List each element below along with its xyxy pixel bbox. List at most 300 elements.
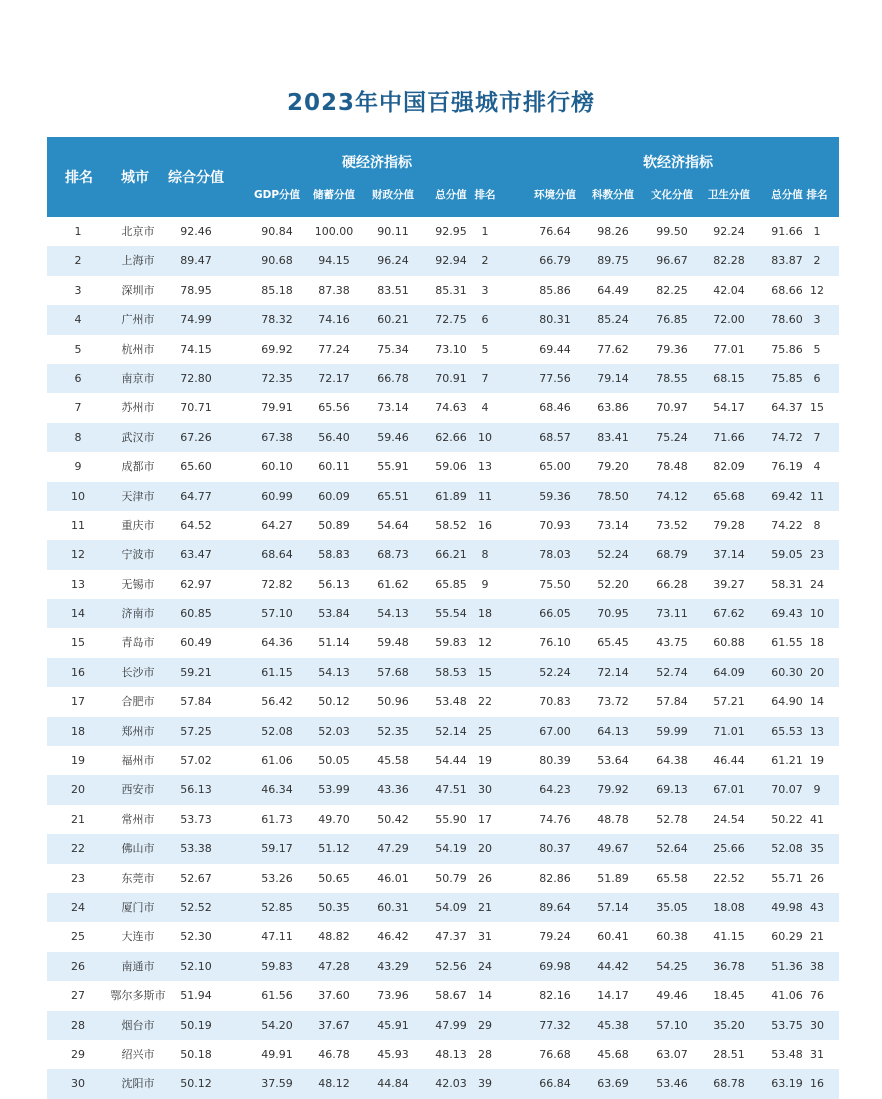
cell-soft-rank: 43	[810, 900, 824, 914]
cell-hard-total: 73.10	[435, 342, 467, 356]
cell-hard-rank: 31	[478, 930, 492, 944]
cell-composite: 67.26	[180, 430, 212, 444]
table-row	[47, 893, 839, 922]
cell-fiscal-score: 46.01	[377, 871, 409, 885]
table-body	[47, 217, 839, 1099]
cell-hard-total: 58.52	[435, 518, 467, 532]
cell-edu-score: 70.95	[597, 607, 629, 621]
cell-composite: 62.97	[180, 577, 212, 591]
cell-fiscal-score: 83.51	[377, 283, 409, 297]
header-soft-total: 总分值	[771, 189, 803, 201]
cell-soft-total: 61.55	[771, 636, 803, 650]
cell-composite: 70.71	[180, 401, 212, 415]
cell-savings-score: 48.12	[318, 1077, 350, 1091]
cell-soft-total: 65.53	[771, 724, 803, 738]
cell-rank: 8	[74, 430, 82, 444]
cell-city: 长沙市	[121, 665, 155, 679]
header-hard-group: 硬经济指标	[342, 155, 412, 171]
cell-city: 烟台市	[121, 1018, 155, 1032]
cell-hard-total: 92.95	[435, 225, 467, 238]
cell-edu-score: 60.41	[597, 930, 629, 944]
header-gdp-score: GDP分值	[253, 189, 301, 201]
cell-city: 厦门市	[121, 900, 155, 914]
cell-soft-rank: 24	[810, 577, 824, 591]
cell-fiscal-score: 60.31	[377, 900, 409, 914]
cell-health-score: 64.09	[713, 665, 745, 679]
cell-culture-score: 54.25	[656, 959, 688, 973]
cell-health-score: 18.08	[713, 900, 745, 914]
cell-culture-score: 73.52	[656, 518, 688, 532]
cell-composite: 74.15	[180, 342, 212, 356]
cell-hard-rank: 1	[481, 225, 489, 238]
cell-city: 深圳市	[121, 283, 155, 297]
cell-health-score: 24.54	[713, 812, 745, 826]
cell-soft-total: 61.21	[771, 754, 803, 768]
cell-composite: 57.84	[180, 695, 212, 709]
cell-gdp-score: 56.42	[261, 695, 293, 709]
cell-culture-score: 73.11	[656, 607, 688, 621]
cell-health-score: 92.24	[713, 225, 745, 238]
cell-fiscal-score: 55.91	[377, 460, 409, 474]
cell-soft-total: 64.37	[771, 401, 803, 415]
cell-hard-rank: 2	[481, 254, 489, 268]
table-row	[47, 628, 839, 657]
cell-savings-score: 60.09	[318, 489, 350, 503]
cell-culture-score: 79.36	[656, 342, 688, 356]
cell-composite: 52.30	[180, 930, 212, 944]
cell-hard-total: 61.89	[435, 489, 467, 503]
table-row	[47, 864, 839, 893]
cell-savings-score: 74.16	[318, 313, 350, 327]
cell-gdp-score: 79.91	[261, 401, 293, 415]
table-row	[47, 276, 839, 305]
cell-savings-score: 87.38	[318, 283, 350, 297]
cell-savings-score: 51.14	[318, 636, 350, 650]
cell-composite: 64.52	[180, 518, 212, 532]
cell-gdp-score: 78.32	[261, 313, 293, 327]
cell-composite: 64.77	[180, 489, 212, 503]
cell-fiscal-score: 44.84	[377, 1077, 409, 1091]
cell-culture-score: 43.75	[656, 636, 688, 650]
cell-savings-score: 51.12	[318, 842, 350, 856]
cell-edu-score: 53.64	[597, 754, 629, 768]
cell-edu-score: 45.68	[597, 1047, 629, 1061]
cell-soft-total: 83.87	[771, 254, 803, 268]
table-row	[47, 423, 839, 452]
cell-city: 大连市	[121, 930, 155, 944]
cell-edu-score: 85.24	[597, 313, 629, 327]
table-row	[47, 246, 839, 275]
cell-edu-score: 65.45	[597, 636, 629, 650]
cell-fiscal-score: 54.13	[377, 607, 409, 621]
cell-soft-rank: 18	[810, 636, 824, 650]
cell-soft-total: 69.43	[771, 607, 803, 621]
cell-env-score: 64.23	[539, 783, 571, 797]
cell-fiscal-score: 73.96	[377, 989, 409, 1003]
cell-savings-score: 65.56	[318, 401, 350, 415]
cell-gdp-score: 67.38	[261, 430, 293, 444]
cell-hard-total: 66.21	[435, 548, 467, 562]
cell-health-score: 82.09	[713, 460, 745, 474]
header-soft-rank: 排名	[806, 189, 828, 201]
cell-rank: 7	[74, 401, 82, 415]
cell-savings-score: 47.28	[318, 959, 350, 973]
cell-env-score: 66.84	[539, 1077, 571, 1091]
cell-env-score: 52.24	[539, 665, 571, 679]
header-city: 城市	[121, 170, 149, 186]
cell-hard-total: 50.79	[435, 871, 467, 885]
cell-rank: 10	[71, 489, 85, 503]
cell-health-score: 22.52	[713, 871, 745, 885]
cell-gdp-score: 61.73	[261, 812, 293, 826]
cell-city: 东莞市	[121, 871, 155, 885]
cell-culture-score: 66.28	[656, 577, 688, 591]
cell-env-score: 89.64	[539, 900, 571, 914]
table-header	[47, 137, 839, 217]
cell-composite: 52.52	[180, 900, 212, 914]
cell-hard-total: 65.85	[435, 577, 467, 591]
cell-hard-rank: 18	[478, 607, 492, 621]
cell-soft-rank: 9	[813, 783, 821, 797]
cell-rank: 15	[71, 636, 85, 650]
cell-fiscal-score: 90.11	[377, 225, 409, 238]
cell-composite: 92.46	[180, 225, 212, 238]
cell-rank: 20	[71, 783, 85, 797]
cell-env-score: 76.64	[539, 225, 571, 238]
cell-hard-total: 70.91	[435, 371, 467, 385]
cell-rank: 5	[74, 342, 82, 356]
cell-gdp-score: 64.36	[261, 636, 293, 650]
cell-hard-rank: 21	[478, 900, 492, 914]
table-row	[47, 1040, 839, 1069]
cell-composite: 50.12	[180, 1077, 212, 1091]
cell-culture-score: 82.25	[656, 283, 688, 297]
table-row	[47, 1069, 839, 1098]
cell-soft-total: 70.07	[771, 783, 803, 797]
table-row	[47, 511, 839, 540]
cell-rank: 26	[71, 959, 85, 973]
cell-health-score: 42.04	[713, 283, 745, 297]
cell-hard-total: 72.75	[435, 313, 467, 327]
cell-env-score: 79.24	[539, 930, 571, 944]
cell-health-score: 18.45	[713, 989, 745, 1003]
cell-savings-score: 37.67	[318, 1018, 350, 1032]
cell-health-score: 65.68	[713, 489, 745, 503]
cell-city: 北京市	[121, 225, 155, 238]
cell-fiscal-score: 54.64	[377, 518, 409, 532]
cell-culture-score: 52.64	[656, 842, 688, 856]
cell-soft-rank: 7	[813, 430, 821, 444]
cell-edu-score: 49.67	[597, 842, 629, 856]
cell-fiscal-score: 50.42	[377, 812, 409, 826]
cell-culture-score: 59.99	[656, 724, 688, 738]
cell-edu-score: 73.14	[597, 518, 629, 532]
cell-savings-score: 37.60	[318, 989, 350, 1003]
table-row	[47, 540, 839, 569]
cell-env-score: 68.57	[539, 430, 571, 444]
cell-savings-score: 53.84	[318, 607, 350, 621]
cell-city: 沈阳市	[121, 1077, 155, 1091]
cell-soft-total: 50.22	[771, 812, 803, 826]
cell-gdp-score: 57.10	[261, 607, 293, 621]
cell-env-score: 74.76	[539, 812, 571, 826]
cell-fiscal-score: 50.96	[377, 695, 409, 709]
cell-health-score: 25.66	[713, 842, 745, 856]
cell-rank: 17	[71, 695, 85, 709]
cell-savings-score: 52.03	[318, 724, 350, 738]
cell-savings-score: 72.17	[318, 371, 350, 385]
cell-culture-score: 74.12	[656, 489, 688, 503]
cell-rank: 3	[74, 283, 82, 297]
cell-env-score: 70.93	[539, 518, 571, 532]
cell-city: 成都市	[121, 460, 155, 474]
cell-env-score: 76.10	[539, 636, 571, 650]
cell-gdp-score: 60.99	[261, 489, 293, 503]
cell-culture-score: 53.46	[656, 1077, 688, 1091]
cell-soft-rank: 1	[813, 225, 821, 238]
cell-edu-score: 44.42	[597, 959, 629, 973]
cell-soft-total: 63.19	[771, 1077, 803, 1091]
cell-hard-total: 58.67	[435, 989, 467, 1003]
cell-culture-score: 78.48	[656, 460, 688, 474]
cell-hard-rank: 17	[478, 812, 492, 826]
cell-soft-total: 55.71	[771, 871, 803, 885]
cell-soft-rank: 26	[810, 871, 824, 885]
cell-culture-score: 52.74	[656, 665, 688, 679]
cell-culture-score: 75.24	[656, 430, 688, 444]
cell-env-score: 80.39	[539, 754, 571, 768]
cell-gdp-score: 61.56	[261, 989, 293, 1003]
cell-soft-total: 64.90	[771, 695, 803, 709]
cell-savings-score: 94.15	[318, 254, 350, 268]
cell-soft-rank: 15	[810, 401, 824, 415]
cell-health-score: 71.66	[713, 430, 745, 444]
page-title: 2023年中国百强城市排行榜	[286, 90, 595, 116]
cell-env-score: 78.03	[539, 548, 571, 562]
cell-composite: 53.38	[180, 842, 212, 856]
cell-gdp-score: 72.35	[261, 371, 293, 385]
cell-env-score: 76.68	[539, 1047, 571, 1061]
cell-hard-rank: 7	[481, 371, 489, 385]
cell-env-score: 69.98	[539, 959, 571, 973]
cell-edu-score: 57.14	[597, 900, 629, 914]
header-fiscal-score: 财政分值	[372, 189, 414, 201]
cell-hard-rank: 24	[478, 959, 492, 973]
cell-fiscal-score: 68.73	[377, 548, 409, 562]
cell-rank: 25	[71, 930, 85, 944]
header-hard-rank: 排名	[474, 189, 496, 201]
cell-edu-score: 52.20	[597, 577, 629, 591]
cell-culture-score: 68.79	[656, 548, 688, 562]
cell-env-score: 59.36	[539, 489, 571, 503]
cell-env-score: 66.79	[539, 254, 571, 268]
cell-gdp-score: 59.83	[261, 959, 293, 973]
cell-soft-total: 52.08	[771, 842, 803, 856]
cell-soft-rank: 16	[810, 1077, 824, 1091]
cell-savings-score: 50.12	[318, 695, 350, 709]
cell-edu-score: 64.13	[597, 724, 629, 738]
cell-culture-score: 96.67	[656, 254, 688, 268]
table-row	[47, 746, 839, 775]
cell-soft-rank: 23	[810, 548, 824, 562]
cell-gdp-score: 49.91	[261, 1047, 293, 1061]
cell-city: 佛山市	[121, 842, 155, 856]
cell-fiscal-score: 47.29	[377, 842, 409, 856]
cell-env-score: 80.37	[539, 842, 571, 856]
cell-hard-rank: 10	[478, 430, 492, 444]
cell-hard-total: 54.09	[435, 900, 467, 914]
cell-soft-rank: 76	[810, 989, 824, 1003]
cell-hard-rank: 20	[478, 842, 492, 856]
cell-soft-rank: 3	[813, 313, 821, 327]
cell-culture-score: 57.84	[656, 695, 688, 709]
cell-city: 西安市	[121, 783, 155, 797]
cell-env-score: 67.00	[539, 724, 571, 738]
cell-fiscal-score: 57.68	[377, 665, 409, 679]
cell-fiscal-score: 60.21	[377, 313, 409, 327]
cell-culture-score: 69.13	[656, 783, 688, 797]
cell-gdp-score: 68.64	[261, 548, 293, 562]
cell-soft-rank: 41	[810, 812, 824, 826]
cell-env-score: 82.16	[539, 989, 571, 1003]
cell-hard-total: 74.63	[435, 401, 467, 415]
cell-fiscal-score: 45.58	[377, 754, 409, 768]
cell-rank: 30	[71, 1077, 85, 1091]
cell-soft-total: 68.66	[771, 283, 803, 297]
cell-edu-score: 79.14	[597, 371, 629, 385]
cell-savings-score: 49.70	[318, 812, 350, 826]
cell-hard-total: 92.94	[435, 254, 467, 268]
cell-soft-rank: 20	[810, 665, 824, 679]
cell-composite: 52.67	[180, 871, 212, 885]
cell-savings-score: 77.24	[318, 342, 350, 356]
cell-hard-total: 54.44	[435, 754, 467, 768]
cell-city: 青岛市	[121, 636, 155, 650]
cell-edu-score: 89.75	[597, 254, 629, 268]
cell-fiscal-score: 65.51	[377, 489, 409, 503]
cell-gdp-score: 64.27	[261, 518, 293, 532]
header-hard-total: 总分值	[435, 189, 467, 201]
table-row	[47, 717, 839, 746]
cell-fiscal-score: 61.62	[377, 577, 409, 591]
cell-savings-score: 48.82	[318, 930, 350, 944]
cell-fiscal-score: 46.42	[377, 930, 409, 944]
cell-composite: 89.47	[180, 254, 212, 268]
table-row	[47, 393, 839, 422]
table-row	[47, 452, 839, 481]
cell-rank: 18	[71, 724, 85, 738]
cell-soft-total: 59.05	[771, 548, 803, 562]
cell-savings-score: 56.13	[318, 577, 350, 591]
cell-culture-score: 35.05	[656, 900, 688, 914]
cell-hard-rank: 12	[478, 636, 492, 650]
cell-hard-rank: 22	[478, 695, 492, 709]
cell-rank: 4	[74, 313, 82, 327]
header-soft-group: 软经济指标	[643, 155, 713, 171]
cell-soft-total: 51.36	[771, 959, 803, 973]
cell-savings-score: 50.65	[318, 871, 350, 885]
cell-culture-score: 65.58	[656, 871, 688, 885]
cell-fiscal-score: 59.48	[377, 636, 409, 650]
cell-city: 常州市	[121, 812, 155, 826]
cell-health-score: 60.88	[713, 636, 745, 650]
cell-rank: 11	[71, 518, 85, 532]
cell-hard-total: 55.90	[435, 812, 467, 826]
cell-soft-total: 91.66	[771, 225, 803, 238]
cell-health-score: 71.01	[713, 724, 745, 738]
cell-city: 无锡市	[121, 577, 155, 591]
cell-city: 南京市	[121, 371, 155, 385]
cell-city: 绍兴市	[121, 1047, 155, 1061]
table-row	[47, 981, 839, 1010]
cell-soft-rank: 38	[810, 959, 824, 973]
table-row	[47, 599, 839, 628]
cell-gdp-score: 53.26	[261, 871, 293, 885]
cell-edu-score: 77.62	[597, 342, 629, 356]
cell-culture-score: 76.85	[656, 313, 688, 327]
cell-soft-rank: 13	[810, 724, 824, 738]
cell-composite: 65.60	[180, 460, 212, 474]
cell-soft-rank: 6	[813, 371, 821, 385]
cell-composite: 57.02	[180, 754, 212, 768]
cell-soft-total: 49.98	[771, 900, 803, 914]
table-row	[47, 570, 839, 599]
cell-soft-rank: 31	[810, 1047, 824, 1061]
cell-savings-score: 53.99	[318, 783, 350, 797]
cell-gdp-score: 60.10	[261, 460, 293, 474]
cell-hard-rank: 30	[478, 783, 492, 797]
cell-savings-score: 60.11	[318, 460, 350, 474]
cell-fiscal-score: 73.14	[377, 401, 409, 415]
cell-soft-total: 41.06	[771, 989, 803, 1003]
cell-health-score: 46.44	[713, 754, 745, 768]
cell-health-score: 41.15	[713, 930, 745, 944]
table-row	[47, 217, 839, 246]
cell-soft-total: 76.19	[771, 460, 803, 474]
cell-hard-total: 53.48	[435, 695, 467, 709]
cell-soft-total: 60.30	[771, 665, 803, 679]
cell-health-score: 35.20	[713, 1018, 745, 1032]
cell-edu-score: 45.38	[597, 1018, 629, 1032]
cell-savings-score: 46.78	[318, 1047, 350, 1061]
cell-composite: 59.21	[180, 665, 212, 679]
table-row	[47, 1011, 839, 1040]
cell-soft-rank: 30	[810, 1018, 824, 1032]
cell-fiscal-score: 59.46	[377, 430, 409, 444]
cell-health-score: 54.17	[713, 401, 745, 415]
cell-rank: 28	[71, 1018, 85, 1032]
cell-culture-score: 99.50	[656, 225, 688, 238]
cell-soft-rank: 19	[810, 754, 824, 768]
cell-edu-score: 51.89	[597, 871, 629, 885]
cell-hard-total: 58.53	[435, 665, 467, 679]
header-env-score: 环境分值	[534, 189, 576, 201]
table-row	[47, 364, 839, 393]
cell-rank: 21	[71, 812, 85, 826]
cell-rank: 6	[74, 371, 82, 385]
cell-hard-rank: 16	[478, 518, 492, 532]
cell-env-score: 66.05	[539, 607, 571, 621]
cell-hard-rank: 4	[481, 401, 489, 415]
cell-hard-total: 47.51	[435, 783, 467, 797]
cell-hard-rank: 11	[478, 489, 492, 503]
cell-soft-rank: 4	[813, 460, 821, 474]
cell-rank: 27	[71, 989, 85, 1003]
cell-edu-score: 63.69	[597, 1077, 629, 1091]
cell-edu-score: 79.20	[597, 460, 629, 474]
cell-edu-score: 63.86	[597, 401, 629, 415]
cell-city: 南通市	[121, 959, 155, 973]
